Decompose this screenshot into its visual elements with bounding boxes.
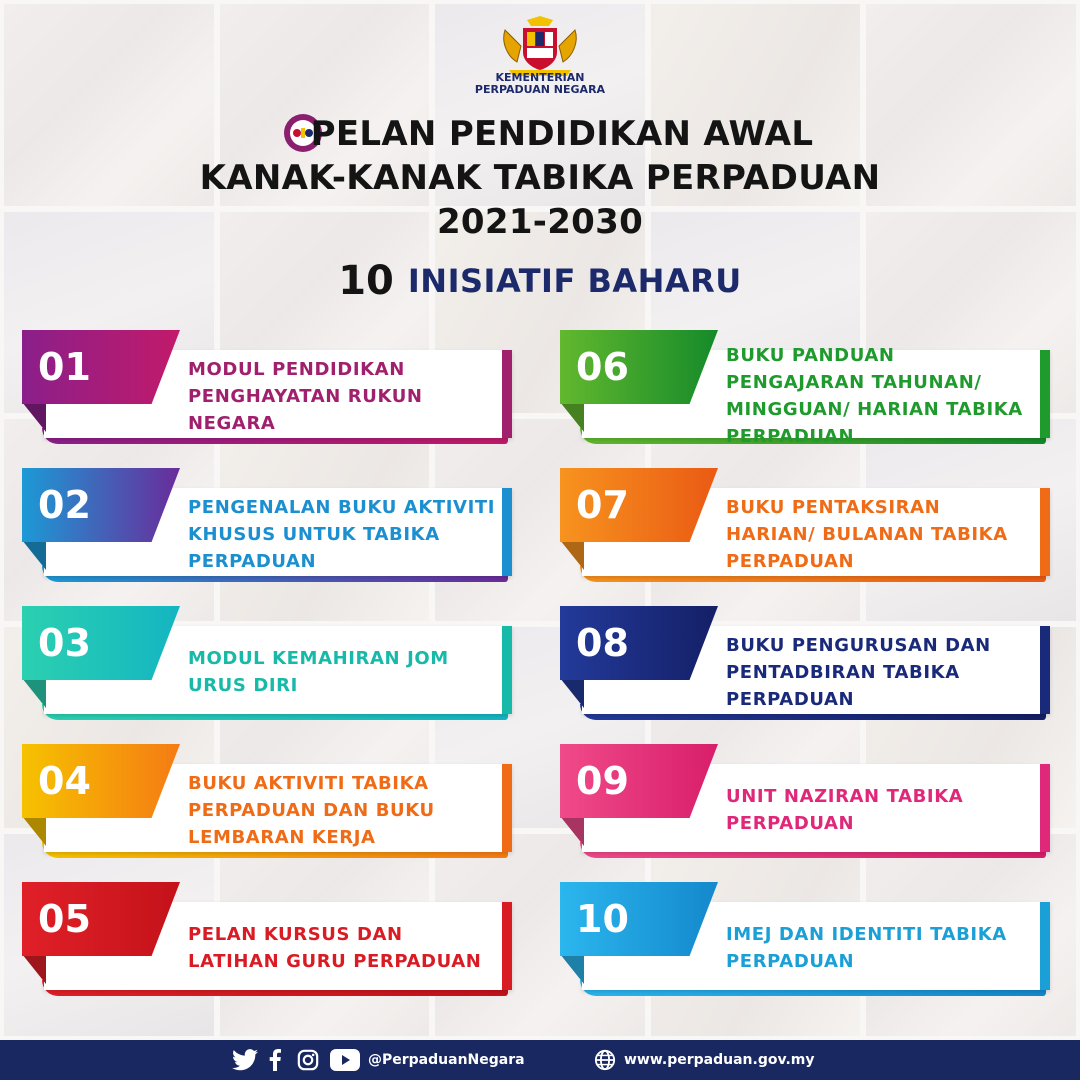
initiative-text-label: BUKU PENTAKSIRAN HARIAN/ BULANAN TABIKA PERPADUAN	[726, 496, 1008, 572]
subtitle-text: INISIATIF BAHARU	[407, 262, 742, 300]
initiative-text	[726, 634, 1036, 710]
initiative-number: 09	[576, 759, 629, 803]
initiative-item	[22, 744, 512, 864]
globe-icon	[594, 1049, 616, 1071]
initiative-ribbon-fold	[560, 954, 584, 984]
initiative-text-label: MODUL KEMAHIRAN JOM URUS DIRI	[188, 648, 449, 696]
initiative-item	[22, 882, 512, 1002]
initiative-text-label: UNIT NAZIRAN TABIKA PERPADUAN	[726, 786, 964, 834]
initiative-number: 04	[38, 759, 91, 803]
twitter-icon[interactable]	[232, 1049, 258, 1071]
initiative-text-label: MODUL PENDIDIKAN PENGHAYATAN RUKUN NEGARA	[188, 358, 423, 434]
title-line-1: PELAN PENDIDIKAN AWAL	[310, 114, 814, 154]
ministry-name	[440, 72, 640, 96]
youtube-icon[interactable]	[330, 1049, 360, 1071]
initiative-ribbon-fold	[22, 678, 46, 708]
initiative-text	[188, 634, 498, 710]
initiative-ribbon-fold	[560, 540, 584, 570]
title-line-3: 2021-2030	[436, 202, 644, 242]
initiative-text-label: PENGENALAN BUKU AKTIVITI KHUSUS UNTUK TABIKA PERPADUAN	[188, 496, 496, 572]
initiative-number: 08	[576, 621, 629, 665]
initiative-item	[22, 330, 512, 450]
initiative-ribbon-fold	[22, 816, 46, 846]
initiative-text	[726, 772, 1036, 848]
social-handle[interactable]: @PerpaduanNegara	[368, 1052, 525, 1068]
subtitle-number: 10	[338, 258, 394, 304]
initiative-item	[22, 468, 512, 588]
initiative-ribbon-fold	[560, 402, 584, 432]
initiative-number: 10	[576, 897, 629, 941]
initiative-number: 03	[38, 621, 91, 665]
initiative-text	[188, 496, 498, 572]
initiative-text	[726, 496, 1036, 572]
initiative-ribbon-fold	[560, 816, 584, 846]
title-line-2: KANAK-KANAK TABIKA PERPADUAN	[199, 158, 881, 198]
initiative-text-label: BUKU PENGURUSAN DAN PENTADBIRAN TABIKA PERPADUAN	[726, 634, 991, 710]
initiative-text	[188, 358, 498, 434]
initiative-number: 07	[576, 483, 629, 527]
initiative-number: 01	[38, 345, 91, 389]
initiative-item	[560, 606, 1050, 726]
footer-bar	[0, 1040, 1080, 1080]
initiative-item	[560, 744, 1050, 864]
initiative-text-label: BUKU PANDUAN PENGAJARAN TAHUNAN/ MINGGUAN/ HARIAN TABIKA PERPADUAN	[726, 345, 1023, 447]
initiative-text	[188, 910, 498, 986]
malaysia-coat-of-arms-icon	[497, 16, 583, 76]
initiative-item	[22, 606, 512, 726]
website-link[interactable]: www.perpaduan.gov.my	[624, 1052, 815, 1068]
initiative-text-label: PELAN KURSUS DAN LATIHAN GURU PERPADUAN	[188, 924, 482, 972]
initiative-item	[560, 330, 1050, 450]
facebook-icon[interactable]	[268, 1049, 282, 1071]
initiative-number: 02	[38, 483, 91, 527]
ministry-line-1: KEMENTERIAN	[495, 71, 585, 84]
subtitle	[0, 258, 1080, 304]
instagram-icon[interactable]	[296, 1049, 320, 1071]
ministry-line-2: PERPADUAN NEGARA	[474, 83, 606, 96]
initiative-text-label: IMEJ DAN IDENTITI TABIKA PERPADUAN	[726, 924, 1007, 972]
initiative-text	[726, 345, 1036, 447]
initiative-ribbon-fold	[22, 954, 46, 984]
initiative-ribbon-fold	[560, 678, 584, 708]
initiative-text	[726, 910, 1036, 986]
initiative-item	[560, 468, 1050, 588]
page-title	[0, 112, 1080, 244]
initiative-ribbon-fold	[22, 540, 46, 570]
initiative-item	[560, 882, 1050, 1002]
initiative-number: 06	[576, 345, 629, 389]
initiative-number: 05	[38, 897, 91, 941]
initiative-ribbon-fold	[22, 402, 46, 432]
initiative-text	[188, 772, 498, 848]
initiative-text-label: BUKU AKTIVITI TABIKA PERPADUAN DAN BUKU LEMBARAN KERJA	[188, 772, 435, 848]
